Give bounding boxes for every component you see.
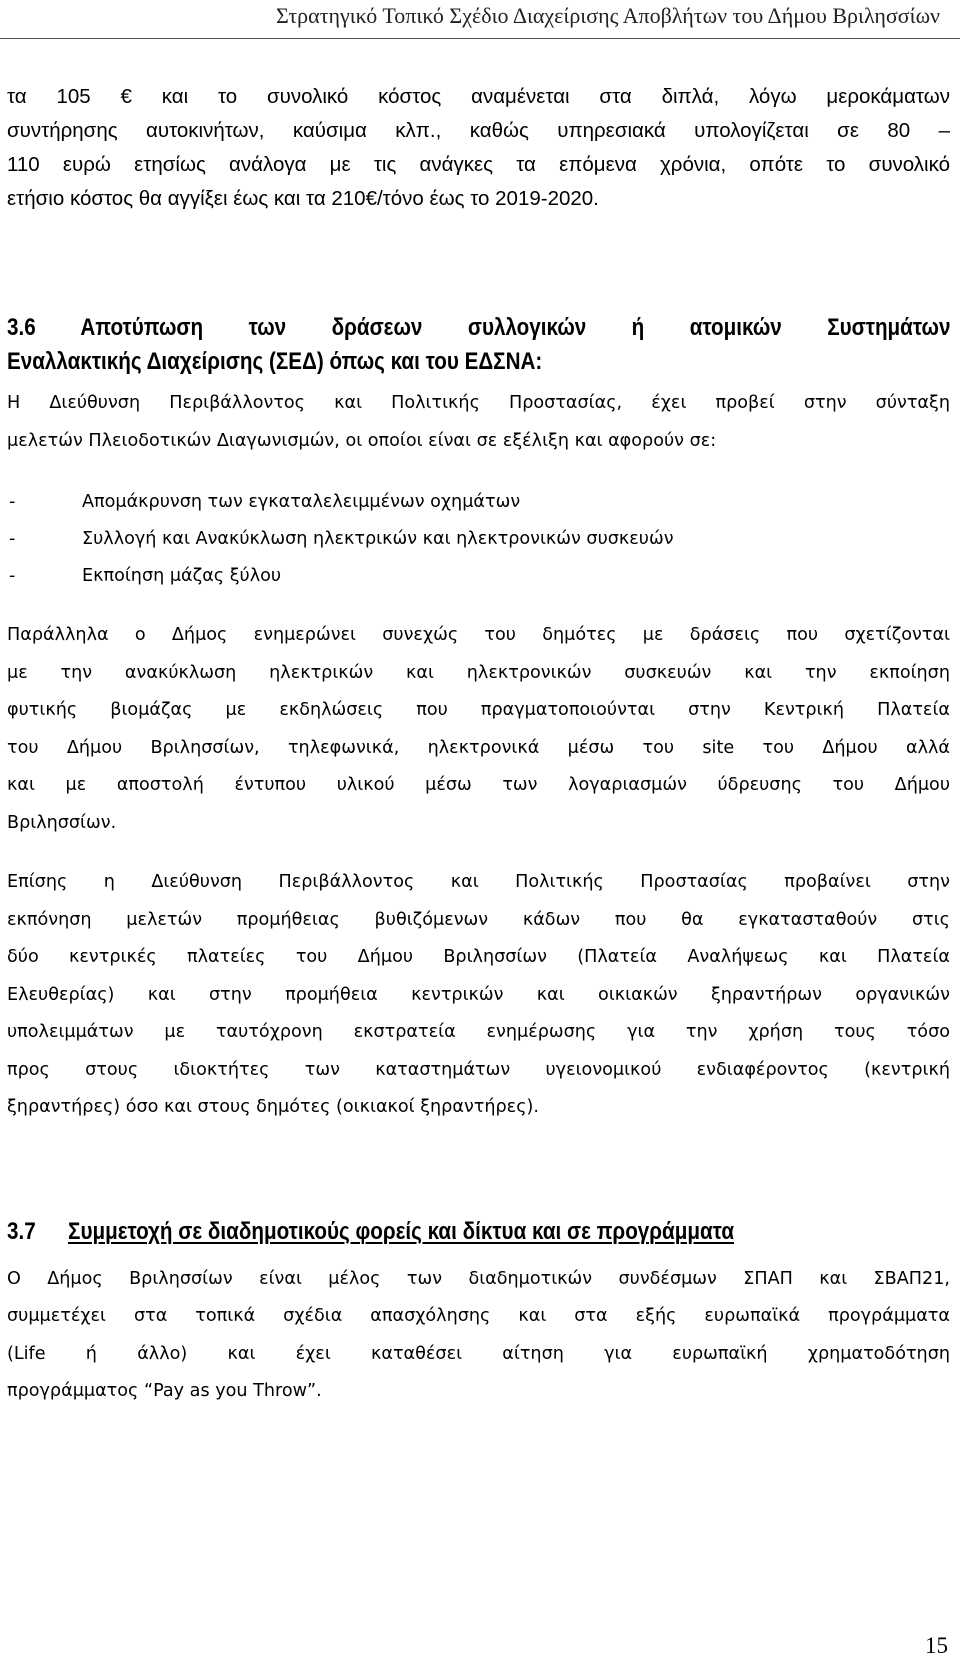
- paragraph-line: προγράμματος “Pay as you Throw”.: [7, 1381, 322, 1401]
- paragraph-line: ξηραντήρες) όσο και στους δημότες (οικιακοί ξηραντήρες).: [7, 1097, 539, 1117]
- intro-line: συντήρησης αυτοκινήτων, καύσιμα κλπ., καθώς υπηρεσιακά υπολογίζεται σε 80 –: [7, 119, 950, 142]
- actions-list: [7, 484, 960, 595]
- paragraph-line: εκπόνηση μελετών προμήθειας βυθιζόμενων κάδων που θα εγκατασταθούν στις: [7, 909, 950, 930]
- list-item-text: Εκποίηση μάζας ξύλου: [82, 566, 282, 586]
- section-3-7-title: [7, 1215, 827, 1249]
- paragraph-line: του Δήμου Βριλησσίων, τηλεφωνικά, ηλεκτρονικά μέσω του site του Δήμου αλλά: [7, 737, 950, 758]
- section-3-7-paragraph: [7, 1261, 950, 1411]
- section-3-6-title: [7, 311, 950, 379]
- list-item-text: Συλλογή και Ανακύκλωση ηλεκτρικών και ηλεκτρονικών συσκευών: [82, 529, 674, 549]
- section-title-line: 3.6 Αποτύπωση των δράσεων συλλογικών ή ατομικών Συστημάτων: [7, 314, 951, 341]
- paragraph-line: και με αποστολή έντυπου υλικού μέσω των λογαριασμών ύδρευσης του Δήμου: [7, 775, 950, 795]
- paragraph-line: υπολειμμάτων με ταυτόχρονη εκστρατεία ενημέρωσης για την χρήση τους τόσο: [7, 1022, 950, 1042]
- paragraph-line: Επίσης η Διεύθυνση Περιβάλλοντος και Πολιτικής Προστασίας προβαίνει στην: [7, 872, 950, 892]
- section-number: 3.7: [7, 1217, 36, 1245]
- intro-paragraph: [7, 80, 950, 216]
- list-item: [7, 484, 960, 521]
- paragraph-line: με την ανακύκλωση ηλεκτρικών και ηλεκτρονικών συσκευών και την εκποίηση: [7, 662, 950, 683]
- running-header: Στρατηγικό Τοπικό Σχέδιο Διαχείρισης Αποβλήτων του Δήμου Βριλησσίων: [275, 3, 940, 28]
- header-rule: [0, 38, 960, 39]
- paragraph-line: δύο κεντρικές πλατείες του Δήμου Βριλησσίων (Πλατεία Αναλήψεως και Πλατεία: [7, 947, 950, 967]
- paragraph-line: προς στους ιδιοκτήτες των καταστημάτων υγειονομικού ενδιαφέροντος (κεντρική: [7, 1059, 950, 1080]
- bullet-dash: -: [9, 566, 16, 586]
- list-item-text: Απομάκρυνση των εγκαταλελειμμένων οχημάτων: [82, 492, 521, 512]
- paragraph-line: Βριλησσίων.: [7, 812, 117, 833]
- bullet-dash: -: [9, 529, 16, 549]
- intro-line: 110 ευρώ ετησίως ανάλογα με τις ανάγκες τα επόμενα χρόνια, οπότε το συνολικό: [7, 153, 950, 176]
- list-item: [7, 558, 960, 595]
- section-3-6-paragraph-3: [7, 864, 950, 1127]
- intro-line: τα 105 € και το συνολικό κόστος αναμένεται στα διπλά, λόγω μεροκάματων: [7, 85, 950, 108]
- page-content: [7, 80, 960, 1411]
- section-title-text: Συμμετοχή σε διαδημοτικούς φορείς και δίκτυα και σε προγράμματα: [68, 1217, 735, 1245]
- paragraph-line: Η Διεύθυνση Περιβάλλοντος και Πολιτικής Προστασίας, έχει προβεί στην σύνταξη: [7, 393, 950, 413]
- bullet-dash: -: [9, 492, 16, 512]
- section-3-6-paragraph-1: [7, 385, 950, 460]
- paragraph-line: συμμετέχει στα τοπικά σχέδια απασχόλησης και στα εξής ευρωπαϊκά προγράμματα: [7, 1306, 950, 1326]
- section-title-line: Εναλλακτικής Διαχείρισης (ΣΕΔ) όπως και του ΕΔΣΝΑ:: [7, 348, 543, 375]
- section-3-6-paragraph-2: [7, 617, 950, 842]
- paragraph-line: φυτικής βιομάζας με εκδηλώσεις που πραγματοποιούνται στην Κεντρική Πλατεία: [7, 700, 950, 720]
- page-number: 15: [925, 1633, 948, 1658]
- paragraph-line: (Life ή άλλο) και έχει καταθέσει αίτηση για ευρωπαϊκή χρηματοδότηση: [7, 1343, 950, 1364]
- paragraph-line: Ο Δήμος Βριλησσίων είναι μέλος των διαδημοτικών συνδέσμων ΣΠΑΠ και ΣΒΑΠ21,: [7, 1268, 950, 1289]
- intro-line: ετήσιο κόστος θα αγγίξει έως και τα 210€/τόνο έως το 2019-2020.: [7, 187, 599, 210]
- paragraph-line: Παράλληλα ο Δήμος ενημερώνει συνεχώς του δημότες με δράσεις που σχετίζονται: [7, 625, 950, 645]
- list-item: [7, 521, 960, 558]
- paragraph-line: μελετών Πλειοδοτικών Διαγωνισμών, οι οποίοι είναι σε εξέλιξη και αφορούν σε:: [7, 430, 717, 451]
- paragraph-line: Ελευθερίας) και στην προμήθεια κεντρικών και οικιακών ξηραντήρων οργανικών: [7, 984, 950, 1005]
